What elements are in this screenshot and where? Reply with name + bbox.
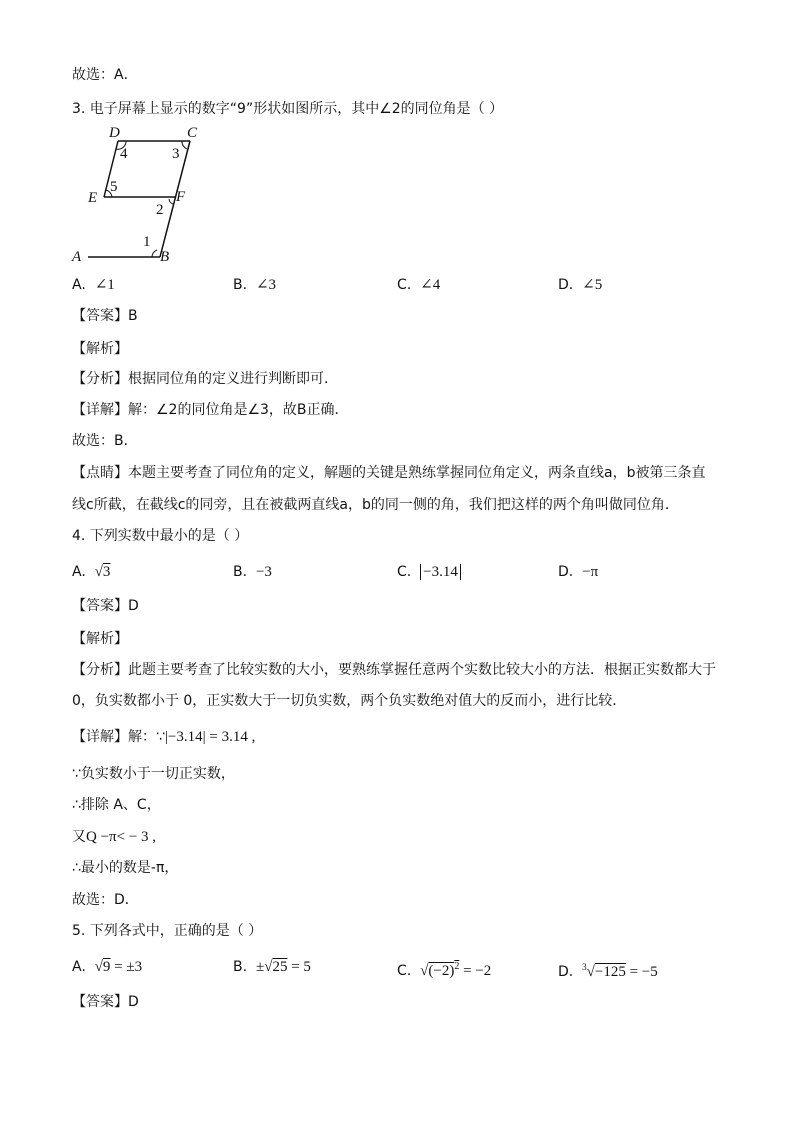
text-line: 故选：A． — [72, 67, 138, 83]
angle-label-3: 3 — [172, 146, 180, 162]
angle-label-2: 2 — [156, 202, 164, 218]
q3-comment-2: 线c所截，在截线c的同旁，且在被截两直线a，b的同一侧的角，我们把这样的两个角叫做同位角． — [72, 497, 679, 513]
label-a: A — [72, 249, 82, 265]
q5-option-d: D. $^3$√−125 = −5 — [558, 962, 658, 980]
q4-answer: 【答案】D — [72, 598, 139, 614]
q4-analysis-heading: 【解析】 — [72, 631, 128, 647]
q3-option-b: B. ∠3 — [233, 277, 277, 293]
q3-comment-1: 【点睛】本题主要考查了同位角的定义，解题的关键是熟练掌握同位角定义，两条直线a，b被第三条直 — [72, 465, 706, 481]
angle-1-arc — [152, 250, 157, 257]
label-e: E — [88, 190, 98, 206]
digit-nine-figure — [70, 120, 210, 270]
angle-3-arc — [182, 141, 187, 149]
q4-detail: 【详解】解：∵|−3.14| = 3.14 , — [72, 729, 256, 745]
label-d: D — [109, 125, 120, 141]
q4-option-d: D. −π — [558, 564, 599, 580]
q3-choice: 故选：B． — [72, 433, 138, 449]
q3-analysis: 【分析】根据同位角的定义进行判断即可． — [72, 371, 338, 387]
q4-option-c: C. −3.14 — [397, 563, 461, 581]
q4-analysis-1: 【分析】此题主要考查了比较实数的大小，要熟练掌握任意两个实数比较大小的方法．根据正实数都大于 — [72, 662, 716, 678]
q4-option-a: A. √3 — [72, 564, 111, 580]
q4-choice: 故选：D． — [72, 892, 139, 908]
q4-step-1: ∵负实数小于一切正实数， — [72, 766, 235, 782]
q4-step-3: 又Q −π< − 3 , — [72, 829, 157, 845]
angle-label-4: 4 — [120, 146, 128, 162]
q5-answer: 【答案】D — [72, 994, 139, 1010]
label-f: F — [176, 189, 186, 205]
angle-2-arc — [169, 199, 173, 204]
q5-option-c: C. $√(-2)^2 = -2$ — [397, 961, 492, 979]
q3-detail: 【详解】解：∠2的同位角是∠3，故B正确． — [72, 402, 349, 418]
q3-answer: 【答案】B — [72, 308, 138, 324]
angle-label-1: 1 — [143, 234, 151, 250]
label-b: B — [160, 249, 170, 265]
q5-option-b: B. ±√25 = 5 — [233, 959, 311, 975]
q4-step-2: ∴排除 A、C， — [72, 797, 161, 813]
q3-option-c: C. ∠4 — [397, 277, 441, 293]
label-c: C — [187, 125, 198, 141]
q3-option-a: A. ∠1 — [72, 277, 115, 293]
q4-option-b: B. −3 — [233, 564, 272, 580]
question-3-stem: 3. 电子屏幕上显示的数字“9”形状如图所示，其中∠2的同位角是（ ） — [72, 101, 504, 117]
q4-analysis-2: 0，负实数都小于 0，正实数大于一切负实数，两个负实数绝对值大的反而小，进行比较． — [72, 693, 627, 709]
angle-label-5: 5 — [110, 179, 118, 195]
question-4-stem: 4. 下列实数中最小的是（ ） — [72, 528, 249, 544]
question-5-stem: 5. 下列各式中，正确的是（ ） — [72, 923, 263, 939]
q3-analysis-heading: 【解析】 — [72, 341, 128, 357]
q4-step-4: ∴最小的数是-π， — [72, 860, 179, 876]
q3-option-d: D. ∠5 — [558, 277, 603, 293]
q5-option-a: A. √9 = ±3 — [72, 959, 143, 975]
